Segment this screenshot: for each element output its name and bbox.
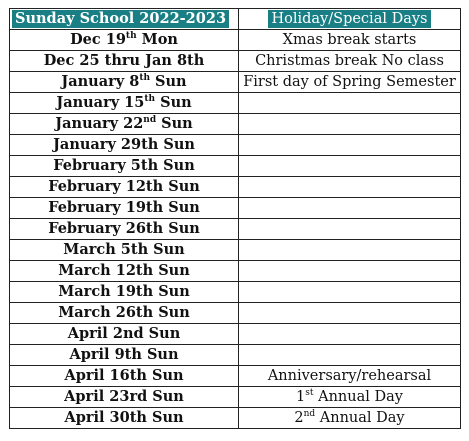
date-suffix: th	[139, 73, 150, 84]
date-cell	[10, 135, 239, 156]
date-day: Sun	[155, 94, 192, 111]
date-cell	[10, 114, 239, 135]
table-row	[10, 72, 461, 93]
note-cell	[239, 30, 461, 51]
date-cell	[10, 72, 239, 93]
date-text: March 12th Sun	[58, 262, 190, 279]
table-row	[10, 240, 461, 261]
table-row	[10, 30, 461, 51]
date-text: March 19th Sun	[58, 283, 190, 300]
header-holidays-label: Holiday/Special Days	[268, 10, 430, 28]
table-row	[10, 366, 461, 387]
table-row	[10, 198, 461, 219]
date-text: April 30th Sun	[64, 409, 184, 426]
date-suffix: th	[144, 94, 156, 105]
note-cell	[239, 282, 461, 303]
note-cell	[239, 72, 461, 93]
date-text: January 22	[55, 115, 144, 132]
table-row	[10, 282, 461, 303]
note-text: Christmas break No class	[255, 53, 444, 69]
table-row	[10, 177, 461, 198]
table-row	[10, 114, 461, 135]
note-cell	[239, 177, 461, 198]
note-text: First day of Spring Semester	[243, 74, 456, 90]
date-text: February 26th Sun	[48, 220, 200, 237]
table-row	[10, 387, 461, 408]
table-row	[10, 345, 461, 366]
schedule-body	[10, 9, 461, 429]
header-cell-year	[10, 9, 239, 30]
note-cell	[239, 114, 461, 135]
date-suffix: nd	[143, 115, 157, 126]
note-text: Xmas break starts	[282, 32, 417, 48]
header-cell-holidays	[239, 9, 461, 30]
date-text: January 8	[61, 73, 140, 90]
date-cell	[10, 408, 239, 429]
note-cell	[239, 93, 461, 114]
note-cell	[239, 240, 461, 261]
date-day: Sun	[150, 73, 187, 90]
date-suffix: th	[125, 31, 137, 42]
date-text: February 19th Sun	[48, 199, 200, 216]
table-row	[10, 408, 461, 429]
note-rest: Annual Day	[315, 410, 405, 426]
note-cell	[239, 261, 461, 282]
date-cell	[10, 219, 239, 240]
date-text: April 9th Sun	[69, 346, 179, 363]
note-cell	[239, 156, 461, 177]
date-text: January 15	[56, 94, 145, 111]
note-cell	[239, 366, 461, 387]
date-day: Sun	[156, 115, 193, 132]
date-cell	[10, 345, 239, 366]
date-text: January 29th Sun	[53, 136, 195, 153]
date-cell	[10, 93, 239, 114]
note-cell	[239, 198, 461, 219]
date-cell	[10, 198, 239, 219]
date-cell	[10, 156, 239, 177]
table-row	[10, 261, 461, 282]
table-row	[10, 93, 461, 114]
note-cell	[239, 345, 461, 366]
date-cell	[10, 30, 239, 51]
date-cell	[10, 387, 239, 408]
date-cell	[10, 261, 239, 282]
date-cell	[10, 51, 239, 72]
date-cell	[10, 282, 239, 303]
note-text: 1	[296, 389, 306, 405]
date-text: April 2nd Sun	[67, 325, 181, 342]
note-suffix: st	[305, 388, 314, 399]
date-cell	[10, 240, 239, 261]
table-row	[10, 219, 461, 240]
table-row	[10, 135, 461, 156]
date-cell	[10, 303, 239, 324]
date-cell	[10, 324, 239, 345]
date-text: Dec 19	[70, 31, 126, 48]
note-text: Anniversary/rehearsal	[267, 368, 432, 384]
schedule-table	[9, 8, 461, 429]
note-cell	[239, 51, 461, 72]
date-text: February 5th Sun	[53, 157, 195, 174]
note-cell	[239, 324, 461, 345]
note-text: 2	[294, 410, 304, 426]
note-rest: Annual Day	[313, 389, 403, 405]
table-row	[10, 156, 461, 177]
header-row	[10, 9, 461, 30]
date-cell	[10, 366, 239, 387]
date-text: April 16th Sun	[64, 367, 184, 384]
date-day: Mon	[136, 31, 178, 48]
date-text: Dec 25 thru Jan 8th	[43, 52, 205, 69]
date-text: March 26th Sun	[58, 304, 190, 321]
table-row	[10, 324, 461, 345]
table-row	[10, 303, 461, 324]
note-cell	[239, 408, 461, 429]
date-text: February 12th Sun	[48, 178, 200, 195]
date-cell	[10, 177, 239, 198]
note-cell	[239, 303, 461, 324]
date-text: April 23rd Sun	[64, 388, 184, 405]
header-title: Sunday School 2022-2023	[12, 10, 229, 28]
note-cell	[239, 219, 461, 240]
note-suffix: nd	[303, 409, 316, 420]
table-row	[10, 51, 461, 72]
note-cell	[239, 387, 461, 408]
date-text: March 5th Sun	[63, 241, 185, 258]
note-cell	[239, 135, 461, 156]
